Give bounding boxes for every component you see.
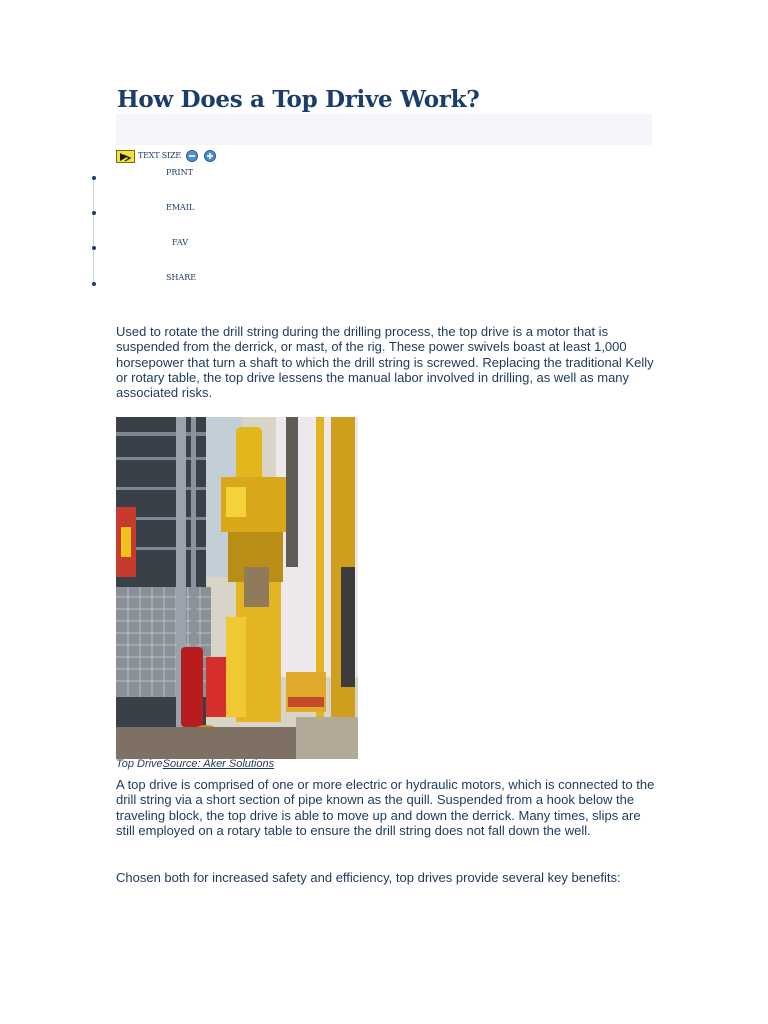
share-link[interactable]: SHARE (166, 273, 197, 282)
text-size-label: TEXT SIZE (138, 151, 181, 160)
caption-title: Top Drive (116, 758, 163, 770)
fav-link[interactable]: FAV (172, 238, 189, 247)
caption-source-link[interactable]: Source: Aker Solutions (162, 758, 275, 770)
photo-caption (116, 758, 274, 770)
intro-paragraph: Used to rotate the drill string during the drilling process, the top drive is a motor that is suspended from the derrick, or mast, of the rig. These power swivels boast at least 1,000 horsepower that turn a shaft to which the drill string is screwed. Replacing the traditional Kelly or rotary table, the top drive lessens the manual labor involved in drilling, as well as many associated risks. (116, 324, 654, 401)
text-size-icon[interactable] (116, 150, 135, 163)
plus-circle-icon[interactable] (204, 150, 216, 162)
bullet-icon (92, 176, 96, 180)
benefits-intro-paragraph: Chosen both for increased safety and efficiency, top drives provide several key benefits: (116, 870, 621, 885)
article-title: How Does a Top Drive Work? (117, 86, 480, 113)
bullet-icon (92, 282, 96, 286)
bullet-icon (92, 211, 96, 215)
tools-divider (93, 178, 94, 286)
top-drive-photo (116, 417, 358, 759)
bullet-icon (92, 246, 96, 250)
print-link[interactable]: PRINT (166, 168, 193, 177)
header-bar (116, 114, 652, 145)
email-link[interactable]: EMAIL (166, 203, 195, 212)
minus-circle-icon[interactable] (186, 150, 198, 162)
body-paragraph: A top drive is comprised of one or more electric or hydraulic motors, which is connected to the drill string via a short section of pipe known as the quill. Suspended from a hook below the traveling block, the top drive is able to move up and down the derrick. Many times, slips are still employed on a rotary table to ensure the drill string does not fall down the well. (116, 777, 655, 838)
